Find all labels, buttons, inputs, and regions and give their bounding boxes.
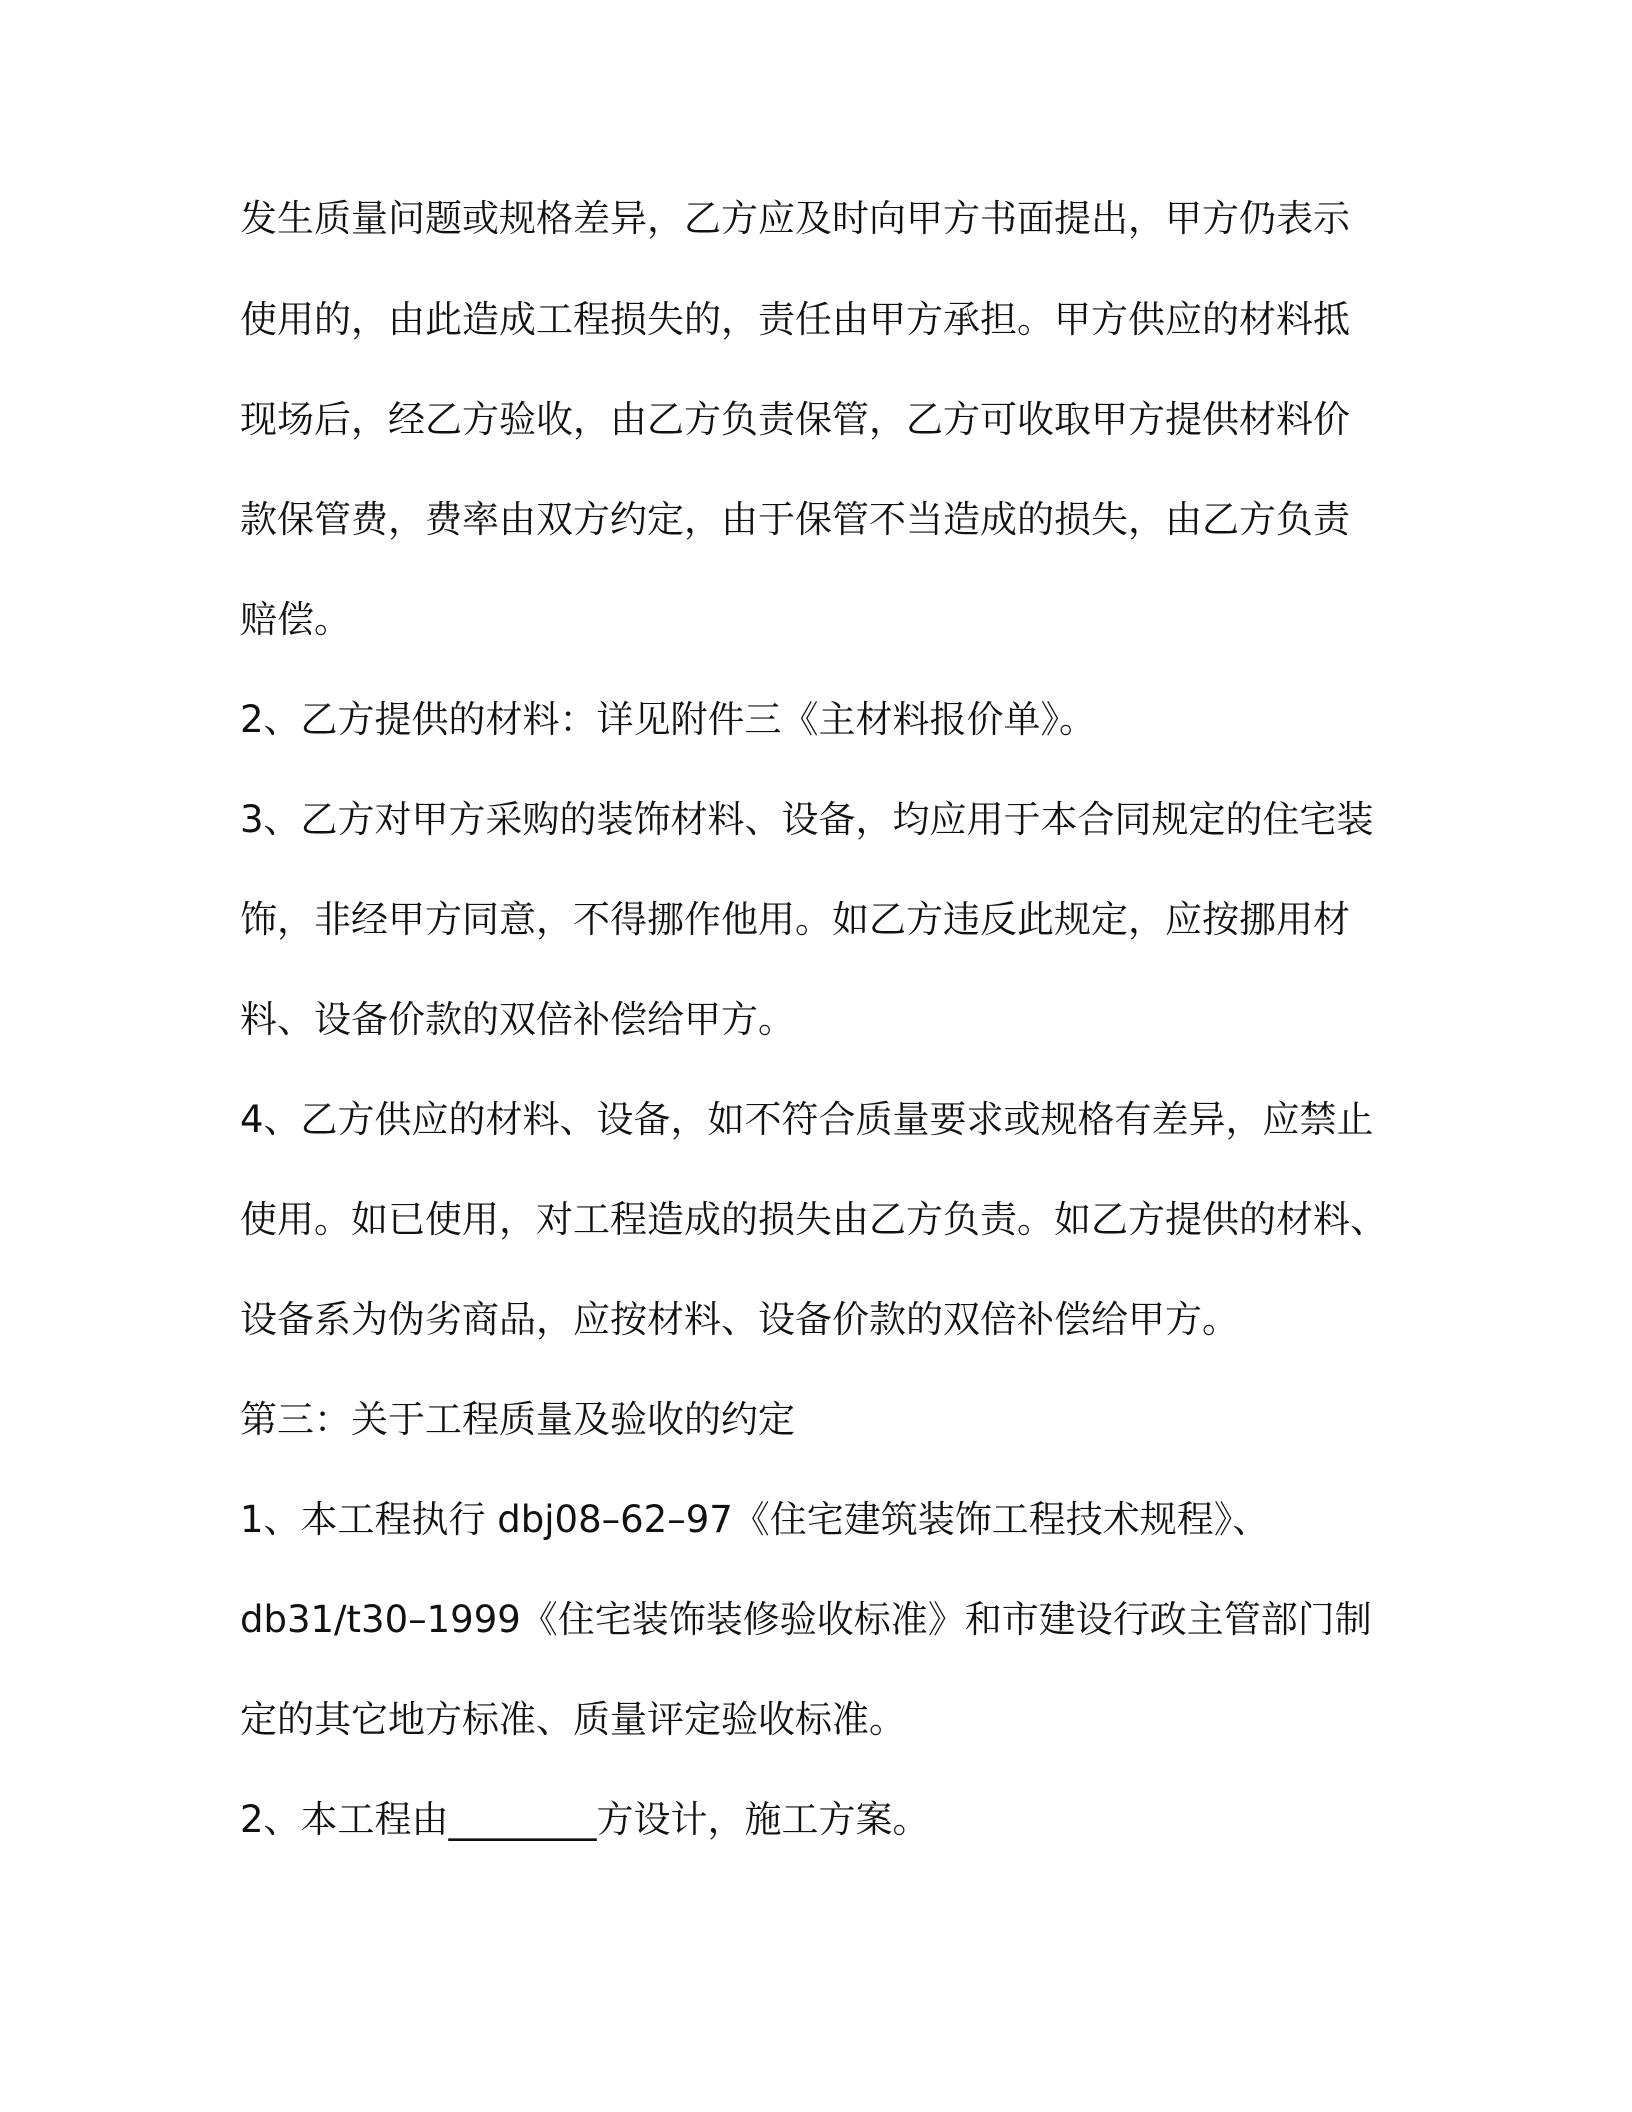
section-heading: 第三：关于工程质量及验收的约定 — [240, 1398, 795, 1441]
text-line-8: 饰，非经甲方同意，不得挪作他用。如乙方违反此规定，应按挪用材 — [240, 898, 1350, 941]
text-line-6: 2、乙方提供的材料：详见附件三《主材料报价单》。 — [240, 698, 1097, 741]
text-line-9: 料、设备价款的双倍补偿给甲方。 — [240, 998, 795, 1041]
text-line-3: 现场后，经乙方验收，由乙方负责保管，乙方可收取甲方提供材料价 — [240, 398, 1350, 441]
text-line-2: 使用的，由此造成工程损失的，责任由甲方承担。甲方供应的材料抵 — [240, 298, 1350, 341]
text-line-12: 设备系为伪劣商品，应按材料、设备价款的双倍补偿给甲方。 — [240, 1298, 1239, 1341]
text-line-4: 款保管费，费率由双方约定，由于保管不当造成的损失，由乙方负责 — [240, 498, 1350, 541]
text-line-7: 3、乙方对甲方采购的装饰材料、设备，均应用于本合同规定的住宅装 — [240, 798, 1374, 841]
text-line-5: 赔偿。 — [240, 598, 351, 641]
text-line-17: 2、本工程由________方设计，施工方案。 — [240, 1798, 930, 1841]
text-line-15: db31/t30–1999《住宅装饰装修验收标准》和市建设行政主管部门制 — [240, 1598, 1372, 1641]
text-line-16: 定的其它地方标准、质量评定验收标准。 — [240, 1698, 906, 1741]
text-line-14: 1、本工程执行 dbj08–62–97《住宅建筑装饰工程技术规程》、 — [240, 1498, 1270, 1541]
text-line-1: 发生质量问题或规格差异，乙方应及时向甲方书面提出，甲方仍表示 — [240, 197, 1350, 240]
text-line-10: 4、乙方供应的材料、设备，如不符合质量要求或规格有差异，应禁止 — [240, 1098, 1374, 1141]
text-line-11: 使用。如已使用，对工程造成的损失由乙方负责。如乙方提供的材料、 — [240, 1198, 1387, 1241]
